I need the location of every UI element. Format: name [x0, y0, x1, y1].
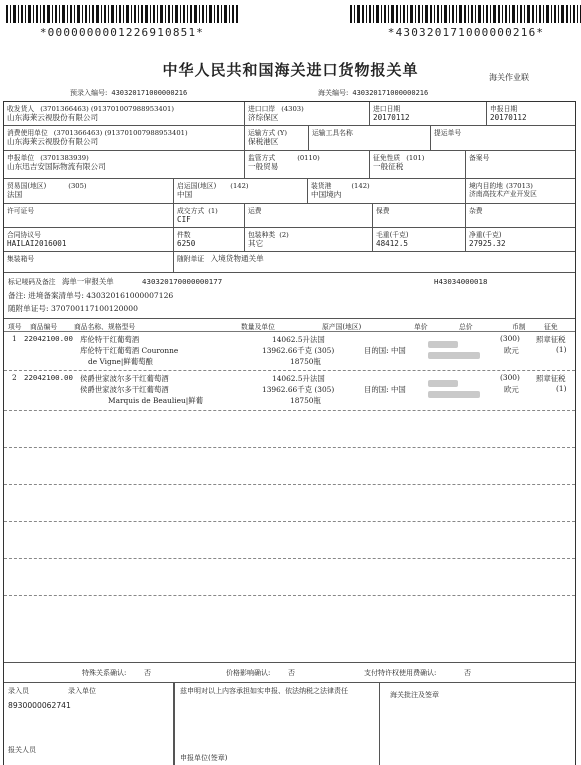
redacted-unit-price — [428, 339, 458, 348]
customs-number — [318, 88, 428, 98]
field-freight: 运费 — [244, 204, 372, 227]
field-tax-nature: 征免性质 (101) 一般征税 — [369, 151, 465, 178]
customs-number-value: 430320171000000216 — [352, 89, 429, 97]
col-exemption: 征免 — [544, 323, 558, 331]
form-row-fees — [4, 204, 575, 228]
field-package-type: 包装种类 (2) 其它 — [244, 228, 372, 251]
marks-line-2: 备注: 进境备案清单号: 430320161000007126 — [8, 291, 174, 300]
col-code: 商品编号 — [30, 323, 58, 331]
col-name: 商品名称、规格型号 — [74, 323, 136, 331]
field-record-no: 备案号 — [465, 151, 577, 178]
marks-line-3: 随附单证号: 370700117100120000 — [8, 304, 138, 313]
field-container-no: 集装箱号 — [7, 255, 35, 263]
field-import-port: 进口口岸 (4303) 济综保区 — [244, 102, 369, 125]
field-declare-date: 申报日期 20170112 — [486, 102, 577, 125]
field-deal-mode: 成交方式 (1) CIF — [173, 204, 244, 227]
col-currency: 币制 — [512, 323, 526, 331]
field-bill-no: 提运单号 — [430, 126, 577, 150]
footer-entry: 录入员 录入单位 8930000062741 报关人员 — [4, 683, 174, 765]
marks-line-1: 标记唛码及备注 海单一审报关单 430320170000000177 — [8, 277, 223, 286]
col-total-price: 总价 — [459, 323, 473, 331]
field-attached-docs: 随附单证 入境货物通关单 — [173, 252, 577, 272]
field-contract-no: 合同协议号 HAILAI2016001 — [7, 231, 67, 248]
form-row-declarant — [4, 151, 575, 179]
barcode-number-left: *0000000001226910851* — [39, 26, 205, 39]
field-destination: 境内目的地 (37013) 济南高技术产业开发区 — [465, 179, 577, 203]
form-row-container — [4, 252, 575, 273]
goods-separator — [4, 484, 575, 485]
goods-separator — [4, 410, 575, 411]
goods-separator — [4, 595, 575, 596]
field-transport-tool: 运输工具名称 — [308, 126, 430, 150]
footer-statement: 兹申明对以上内容承担如实申报、依法纳税之法律责任 申报单位(签章) — [174, 683, 380, 765]
declaration-form — [3, 101, 576, 765]
goods-row: 1 22042100.00 库伦特干红葡萄酒 库伦特干红葡萄酒 Couronne de Vigne|鲜葡萄酿 14062.5升法国 13962.66千克 (305) 18750瓶 目的国: 中国 (300) 欧元 照章征税 (1) — [12, 334, 567, 366]
goods-table-header — [4, 319, 575, 332]
form-footer — [4, 683, 575, 765]
marks-ref: H43034000018 — [434, 277, 488, 286]
field-insurance: 保费 — [372, 204, 465, 227]
field-net-weight: 净重(千克) 27925.32 — [465, 228, 577, 251]
form-row-marks — [4, 273, 575, 319]
consignee-value: 山东海莱云视股份有限公司 — [7, 113, 99, 122]
barcode-left — [6, 5, 238, 39]
field-supervision: 监管方式 (0110) 一般贸易 — [244, 151, 369, 178]
barcode-right — [350, 5, 581, 39]
field-loading-port: 装货港 (142) 中国境内 — [307, 179, 465, 203]
field-transport-mode: 运输方式 (Y) 保税港区 — [244, 126, 308, 150]
field-import-date: 进口日期 20170112 — [369, 102, 486, 125]
pre-entry-number — [70, 88, 187, 98]
footer-customs-approval: 海关批注及签章 — [390, 691, 439, 699]
redacted-total-price — [428, 389, 480, 398]
field-misc-fee: 杂费 — [465, 204, 577, 227]
form-row-consumer — [4, 126, 575, 151]
goods-separator — [4, 370, 575, 371]
redacted-unit-price — [428, 378, 458, 387]
document-title: 中华人民共和国海关进口货物报关单 — [162, 61, 419, 79]
form-row-consignee — [4, 102, 575, 126]
goods-separator — [4, 447, 575, 448]
field-consignee: 收发货人 (3701366463) (913701007988953401) 山东海莱云视股份有限公司 — [4, 102, 244, 125]
redacted-total-price — [428, 350, 480, 359]
form-row-confirm: 特殊关系确认: 否 价格影响确认: 否 支付特许权使用费确认: 否 — [4, 662, 575, 683]
col-origin: 原产国(地区) — [322, 323, 362, 331]
goods-row: 2 22042100.00 侯爵世家波尔多干红葡萄酒 侯爵世家波尔多干红葡萄酒 Marquis de Beaulieu|鲜葡 14062.5升法国 13962.66千克 (305) 18750瓶 目的国: 中国 (300) 欧元 照章征税 (1) — [12, 373, 567, 405]
col-qty-unit: 数量及单位 — [241, 323, 275, 331]
barcode-number-right: *430320171000000216* — [387, 26, 545, 39]
pre-entry-value: 430320171000000216 — [111, 89, 188, 97]
field-declarant: 申报单位 (3701383939) 山东迅吉安国际物流有限公司 — [7, 154, 106, 171]
field-origin-country: 启运国(地区) (142) 中国 — [173, 179, 307, 203]
barcode-image — [6, 5, 238, 23]
field-license-no: 许可证号 — [7, 207, 35, 215]
goods-separator — [4, 521, 575, 522]
field-gross-weight: 毛重(千克) 48412.5 — [372, 228, 465, 251]
copy-label: 海关作业联 — [489, 73, 529, 82]
field-consumer: 消费使用单位 (3701366463) (913701007988953401) 山东海莱云视股份有限公司 — [7, 129, 188, 146]
pre-entry-label: 预录入编号: — [70, 89, 108, 97]
form-row-countries — [4, 179, 575, 204]
goods-separator — [4, 558, 575, 559]
col-item-no: 项号 — [8, 323, 22, 331]
col-unit-price: 单价 — [414, 323, 428, 331]
customs-number-label: 海关编号: — [318, 89, 349, 97]
field-pieces: 件数 6250 — [173, 228, 244, 251]
form-row-contract — [4, 228, 575, 252]
field-trade-country: 贸易国(地区) (305) 法国 — [7, 182, 87, 199]
barcode-image — [350, 5, 581, 23]
